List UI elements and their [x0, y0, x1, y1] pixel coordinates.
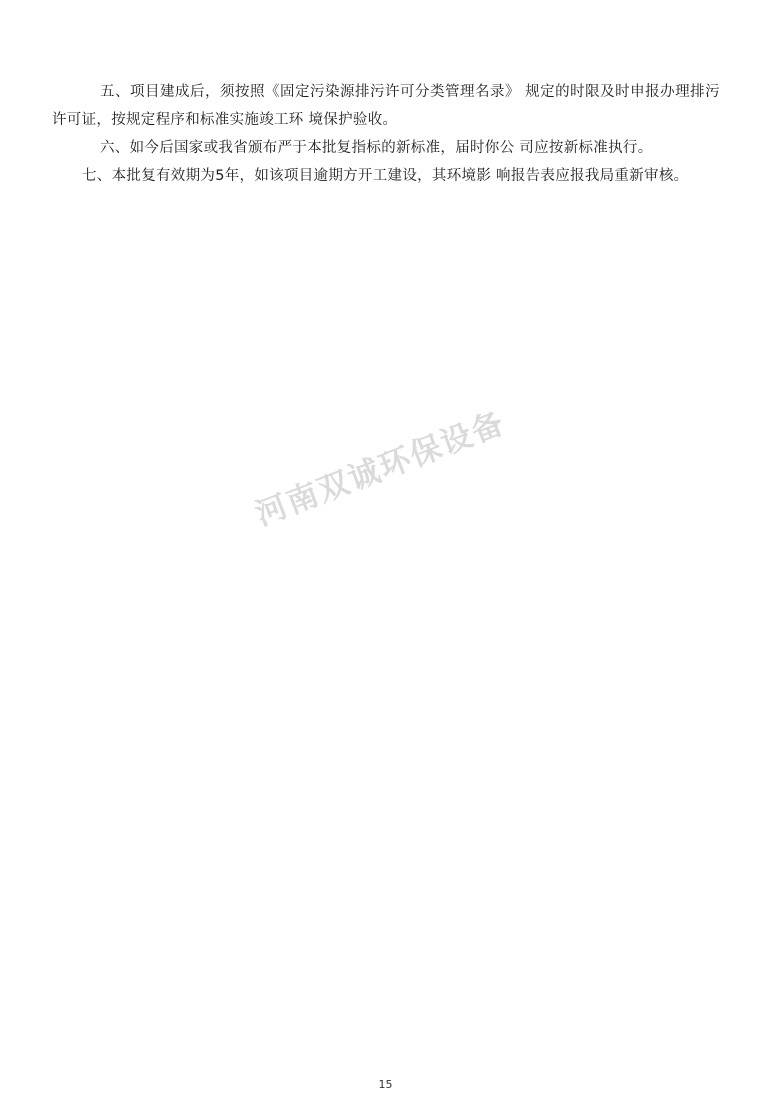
watermark — [248, 404, 518, 602]
paragraph-item-5: 五、项目建成后，须按照《固定污染源排污许可分类管理名录》 规定的时限及时申报办理排污许可证，按规定程序和标准实施竣工环 境保护验收。 — [52, 84, 720, 128]
paragraph-item-7: 七、本批复有效期为5年，如该项目逾期方开工建设，其环境影 响报告表应报我局重新审核。 — [82, 168, 689, 184]
watermark-text: 河南双诚环保设备 — [250, 404, 511, 534]
paragraph-item-6: 六、如今后国家或我省颁布严于本批复指标的新标准，届时你公 司应按新标准执行。 — [100, 140, 653, 156]
page-number: 15 — [378, 1078, 393, 1091]
document-body — [52, 78, 720, 190]
